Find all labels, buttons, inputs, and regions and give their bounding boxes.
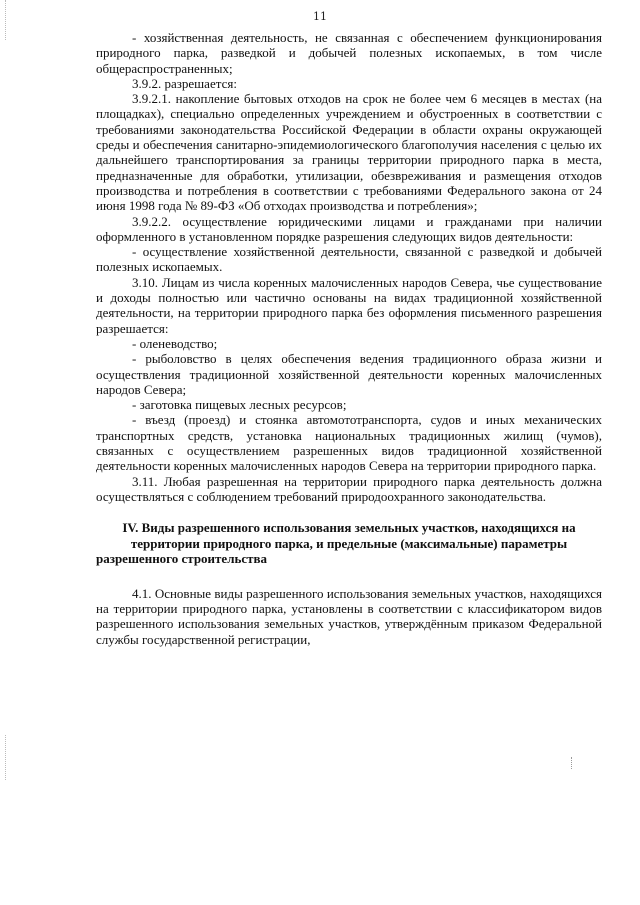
paragraph: 3.10. Лицам из числа коренных малочисленных народов Севера, чье существование и доходы полностью или частично основаны на видах традиционной хозяйственной деятельности, на территории природного парка без оформления письменного разрешения разрешается: — [96, 274, 602, 336]
paragraph: 3.9.2.2. осуществление юридическими лицами и гражданами при наличии оформленного в установленном порядке разрешения следующих видов деятельности: — [96, 213, 602, 244]
scan-speck — [571, 757, 574, 769]
paragraph: - въезд (проезд) и стоянка автомототранспорта, судов и иных механических транспортных средств, установка национальных традиционных жилищ (чумов), связанных с осуществлением разрешенных видов традиционной хозяйственной деятельности коренных малочисленных народов Севера на территории природного парка. — [96, 412, 602, 474]
paragraph: - хозяйственная деятельность, не связанная с обеспечением функционирования природного парка, разведкой и добычей полезных ископаемых, в том числе общераспространенных; — [96, 30, 602, 76]
paragraph: 3.9.2.1. накопление бытовых отходов на срок не более чем 6 месяцев в местах (на площадках), специально определенных учреждением и обустроенных в соответствии с требованиями законодательства Российской Федерации в области охраны окружающей среды и обеспечения санитарно-эпидемиологического благополучия населения с целью их дальнейшего транспортирования за границы территории природного парка в места, предназначенные для обработки, утилизации, обезвреживания и размещения отходов производства и потребления в соответствии с требованиями Федерального закона от 24 июня 1998 года № 89-ФЗ «Об отходах производства и потребления»; — [96, 91, 602, 214]
paragraph: - осуществление хозяйственной деятельности, связанной с разведкой и добычей полезных ископаемых. — [96, 244, 602, 275]
paragraph: 3.11. Любая разрешенная на территории природного парка деятельность должна осуществляться с соблюдением требований природоохранного законодательства. — [96, 473, 602, 504]
document-body — [96, 30, 602, 647]
paragraph: - заготовка пищевых лесных ресурсов; — [132, 397, 347, 413]
paragraph: - оленеводство; — [132, 335, 218, 351]
paragraph: 3.9.2. разрешается: — [132, 75, 237, 91]
section-paragraph: 4.1. Основные виды разрешенного использования земельных участков, находящихся на территории природного парка, установлены в соответствии с классификатором видов разрешенного использования земельных участков, утверждённым приказом Федеральной службы государственной регистрации, — [96, 585, 602, 647]
section-heading: IV. Виды разрешенного использования земельных участков, находящихся на территории природного парка, и предельные (максимальные) параметры разрешенного строительства — [96, 520, 576, 567]
scan-margin-mark — [5, 735, 7, 780]
paragraph: - рыболовство в целях обеспечения ведения традиционного образа жизни и осуществления традиционной хозяйственной деятельности коренных малочисленных народов Севера; — [96, 351, 602, 397]
scan-margin-mark — [5, 0, 7, 40]
page-number: 11 — [313, 10, 327, 23]
